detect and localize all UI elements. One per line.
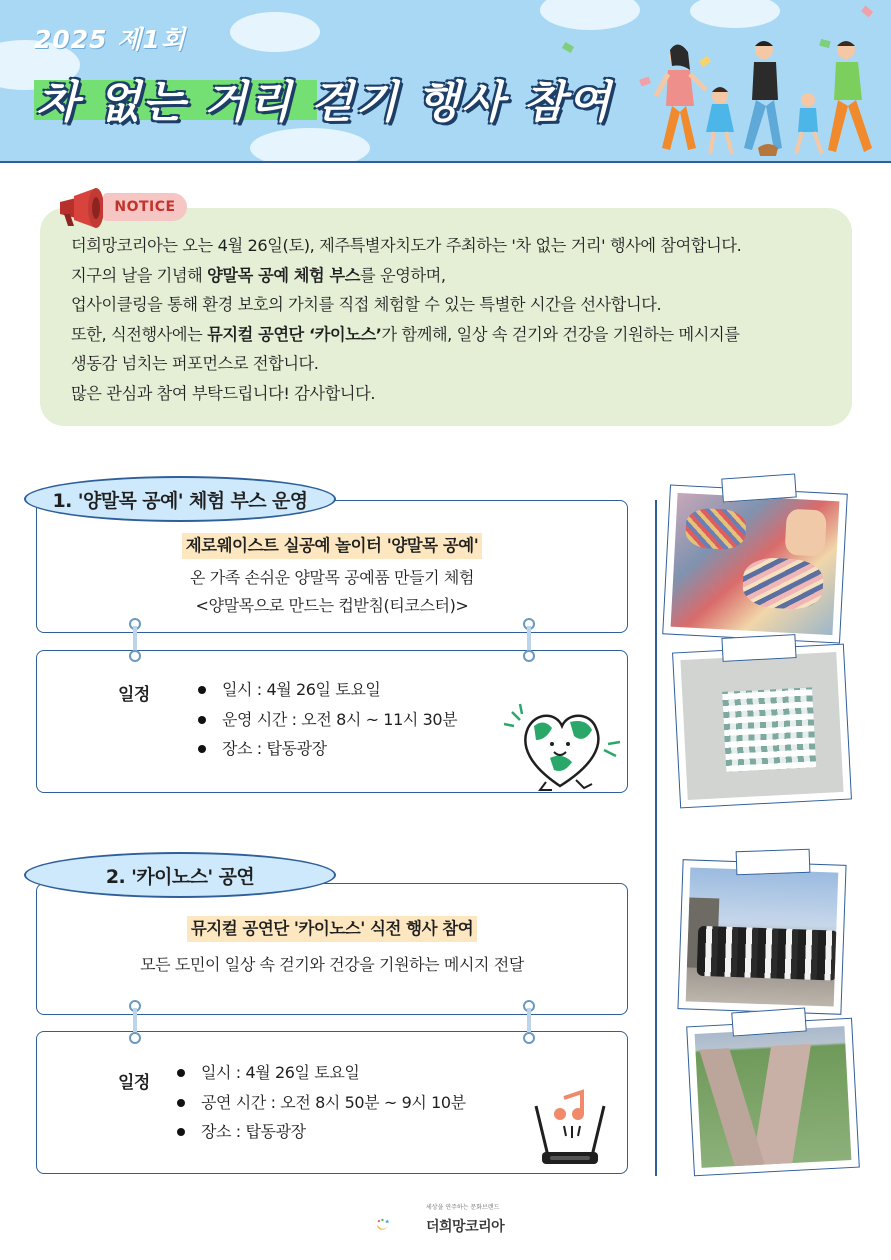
photo-car-free-street [686, 1018, 860, 1176]
photo-tape [721, 473, 796, 502]
notice-label: NOTICE [103, 193, 187, 221]
section1-schedule-label: 일정 [118, 685, 150, 705]
section1-schedule-list [198, 675, 457, 764]
notice-line [71, 349, 841, 379]
music-speaker-icon [530, 1086, 610, 1170]
list-item: 공연 시간 : 오전 8시 50분 ~ 9시 10분 [177, 1088, 466, 1118]
notice-line [71, 320, 841, 350]
section2-schedule-label: 일정 [118, 1073, 150, 1093]
list-item: 운영 시간 : 오전 8시 ~ 11시 30분 [198, 705, 457, 735]
notice-text-segment: 더희망코리아는 오는 4월 26일(토), 제주특별자치도가 주최하는 '차 없는 거리' 행사에 참여합니다. [71, 236, 742, 255]
earth-heart-icon [500, 700, 630, 792]
notice-text-segment: 또한, 식전행사에는 [71, 324, 208, 344]
notice-emphasis: 양말목 공예 체험 부스 [207, 265, 360, 285]
section2-desc1: 모든 도민이 일상 속 걷기와 건강을 기원하는 메시지 전달 [140, 955, 524, 974]
header-banner [0, 0, 891, 163]
box-connector [523, 1000, 535, 1044]
notice-text-segment: 업사이클링을 통해 환경 보호의 가치를 직접 체험할 수 있는 특별한 시간을 선사합니다. [71, 295, 662, 314]
list-item: 일시 : 4월 26일 토요일 [198, 675, 457, 705]
notice-line [71, 290, 841, 320]
notice-text-segment: 지구의 날을 기념해 [71, 265, 208, 285]
photo-performance-group [677, 859, 846, 1015]
notice-line [71, 231, 841, 261]
list-item: 장소 : 탑동광장 [198, 734, 457, 764]
photo-tape [736, 849, 811, 876]
vertical-divider [655, 500, 657, 1176]
notice-emphasis: 뮤지컬 공연단 ‘카이노스’ [207, 324, 382, 344]
section2-heading: 2. '카이노스' 공연 [24, 852, 336, 898]
photo-coaster [672, 644, 852, 809]
section1-heading: 1. '양말목 공예' 체험 부스 운영 [24, 476, 336, 522]
photo-tape [721, 634, 796, 662]
section1-desc2: <양말목으로 만드는 컵받침(티코스터)> [195, 596, 469, 615]
notice-text-segment: 생동감 넘치는 퍼포먼스로 전합니다. [71, 354, 319, 373]
notice-line [71, 261, 841, 291]
walking-family-illustration [640, 36, 890, 163]
event-edition: 2025 제1회 [34, 25, 186, 54]
brand-tagline: 세상을 연주하는 문화브랜드 [426, 1204, 500, 1211]
section1-highlight: 제로웨이스트 실공예 놀이터 '양말목 공예' [182, 533, 483, 559]
photo-sock-loops [662, 484, 848, 643]
section2-schedule-list [177, 1058, 466, 1147]
section2-highlight: 뮤지컬 공연단 '카이노스' 식전 행사 참여 [187, 916, 477, 942]
list-item: 일시 : 4월 26일 토요일 [177, 1058, 466, 1088]
notice-text-segment: 를 운영하며, [359, 265, 446, 285]
brand-name: 더희망코리아 [426, 1219, 505, 1235]
notice-text [71, 231, 841, 408]
notice-text-segment: 많은 관심과 참여 부탁드립니다! 감사합니다. [71, 383, 376, 403]
notice-text-segment: 가 함께해, 일상 속 걷기와 건강을 기원하는 메시지를 [381, 324, 740, 344]
brand-logo-icon [376, 1200, 426, 1250]
section2-info-box [36, 883, 628, 1015]
page-title: 차 없는 거리 걷기 행사 참여 [36, 77, 613, 128]
photo-tape [731, 1007, 806, 1036]
notice-line [71, 379, 841, 409]
box-connector [129, 618, 141, 662]
section1-desc1: 온 가족 손쉬운 양말목 공예품 만들기 체험 [189, 568, 475, 587]
box-connector [523, 618, 535, 662]
list-item: 장소 : 탑동광장 [177, 1117, 466, 1147]
box-connector [129, 1000, 141, 1044]
